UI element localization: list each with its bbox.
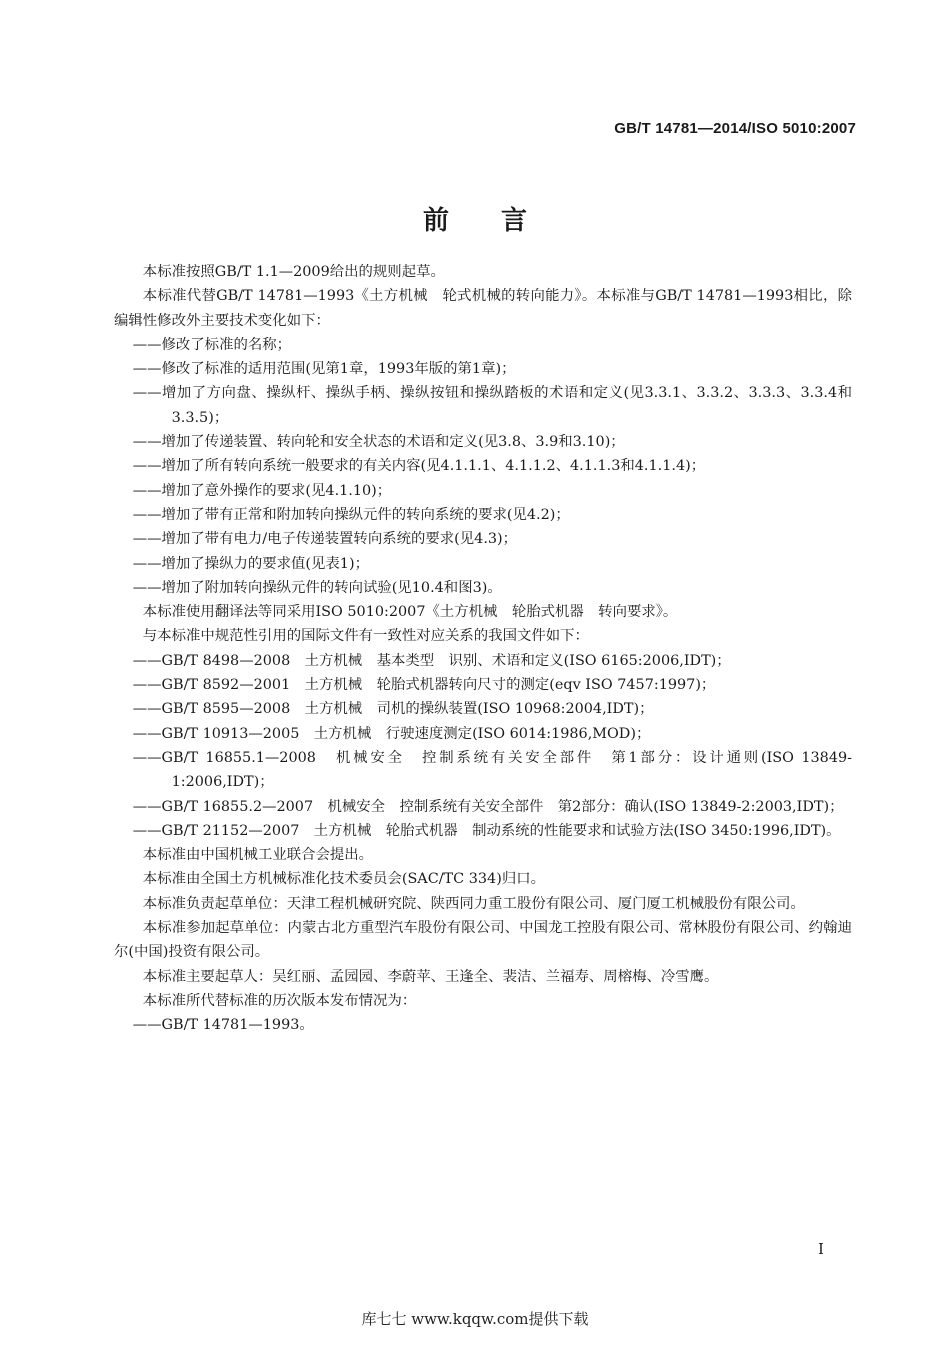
paragraph-references-intro: 与本标准中规范性引用的国际文件有一致性对应关系的我国文件如下： — [142, 628, 589, 645]
change-item: ——增加了附加转向操纵元件的转向试验(见10.4和图3)。 — [132, 579, 502, 596]
change-item: ——增加了意外操作的要求(见4.1.10)； — [132, 482, 392, 499]
paragraph-replaces: 本标准代替GB/T 14781—1993《土方机械 轮式机械的转向能力》。本标准与GB/T 14781—1993相比，除编辑性修改外主要技术变化如下： — [114, 288, 852, 329]
change-item: ——增加了操纵力的要求值(见表1)； — [132, 555, 369, 572]
reference-item: ——GB/T 16855.2—2007 机械安全 控制系统有关安全部件 第2部分：确认(ISO 13849-2:2003,IDT)； — [132, 798, 844, 815]
paragraph-proposed-by: 本标准由中国机械工业联合会提出。 — [142, 847, 374, 864]
reference-item: ——GB/T 21152—2007 土方机械 轮胎式机器 制动系统的性能要求和试验方法(ISO 3450:1996,IDT)。 — [132, 822, 841, 839]
paragraph-lead-drafters: 本标准负责起草单位：天津工程机械研究院、陕西同力重工股份有限公司、厦门厦工机械股份有限公司。 — [142, 895, 805, 912]
change-item: ——修改了标准的适用范围(见第1章，1993年版的第1章)； — [132, 361, 516, 378]
reference-item: ——GB/T 10913—2005 土方机械 行驶速度测定(ISO 6014:1986,MOD)； — [132, 725, 651, 742]
change-item: ——增加了带有正常和附加转向操纵元件的转向系统的要求(见4.2)； — [132, 506, 570, 523]
reference-item: ——GB/T 16855.1—2008 机械安全 控制系统有关安全部件 第1部分：设计通则(ISO 13849-1:2006,IDT)； — [132, 749, 852, 791]
change-item: ——增加了传递装置、转向轮和安全状态的术语和定义(见3.8、3.9和3.10)； — [132, 434, 625, 451]
page-title: 前言 — [422, 206, 579, 236]
standard-code: GB/T 14781—2014/ISO 5010:2007 — [614, 120, 856, 137]
paragraph-drafting-rules: 本标准按照GB/T 1.1—2009给出的规则起草。 — [142, 264, 445, 280]
paragraph-centralized-by: 本标准由全国土方机械标准化技术委员会(SAC/TC 334)归口。 — [142, 871, 545, 888]
download-footer: 库七七 www.kqqw.com提供下载 — [361, 1310, 589, 1328]
change-item: ——修改了标准的名称； — [132, 336, 292, 353]
reference-item: ——GB/T 8498—2008 土方机械 基本类型 识别、术语和定义(ISO 6165:2006,IDT)； — [132, 652, 731, 669]
document-body — [114, 260, 852, 1038]
change-item: ——增加了所有转向系统一般要求的有关内容(见4.1.1.1、4.1.1.2、4.1.1.3和4.1.1.4)； — [132, 458, 706, 475]
paragraph-participating-drafters: 本标准参加起草单位：内蒙古北方重型汽车股份有限公司、中国龙工控股有限公司、常林股份有限公司、约翰迪尔(中国)投资有限公司。 — [114, 920, 852, 961]
reference-item: ——GB/T 8592—2001 土方机械 轮胎式机器转向尺寸的测定(eqv ISO 7457:1997)； — [132, 677, 716, 694]
paragraph-main-drafters: 本标准主要起草人：吴红丽、孟园园、李蔚苹、王逢全、裴洁、兰福寿、周榕梅、冷雪鹰。 — [142, 968, 719, 985]
paragraph-history-intro: 本标准所代替标准的历次版本发布情况为： — [142, 992, 417, 1009]
change-item: ——增加了带有电力/电子传递装置转向系统的要求(见4.3)； — [132, 531, 518, 548]
page-number: I — [818, 1240, 824, 1258]
history-item: ——GB/T 14781—1993。 — [132, 1017, 314, 1034]
paragraph-adoption: 本标准使用翻译法等同采用ISO 5010:2007《土方机械 轮胎式机器 转向要求》。 — [142, 604, 678, 621]
reference-item: ——GB/T 8595—2008 土方机械 司机的操纵装置(ISO 10968:2004,IDT)； — [132, 701, 654, 718]
change-item: ——增加了方向盘、操纵杆、操纵手柄、操纵按钮和操纵踏板的术语和定义(见3.3.1、3.3.2、3.3.3、3.3.4和3.3.5)； — [132, 385, 852, 426]
